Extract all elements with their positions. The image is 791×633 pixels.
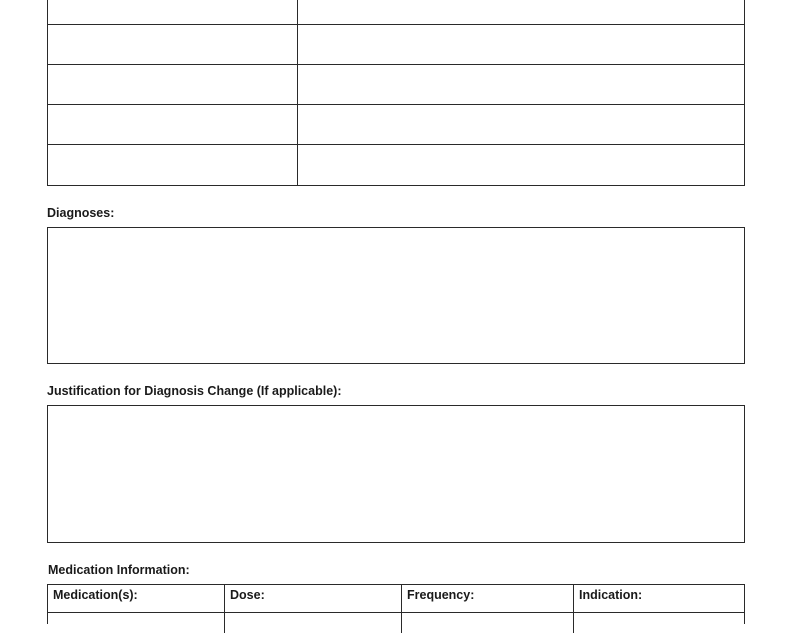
table-cell-right[interactable] <box>298 105 744 144</box>
table-cell-left[interactable] <box>48 145 298 185</box>
table-row <box>48 65 744 105</box>
table-cell-right[interactable] <box>298 0 744 24</box>
table-cell-right[interactable] <box>298 65 744 104</box>
medication-table <box>47 584 745 624</box>
table-cell-left[interactable] <box>48 65 298 104</box>
table-cell-left[interactable] <box>48 25 298 64</box>
diagnoses-textbox[interactable] <box>47 227 745 364</box>
table-cell-right[interactable] <box>298 25 744 64</box>
header-indication: Indication: <box>579 588 643 602</box>
header-frequency: Frequency: <box>402 585 574 612</box>
top-info-table <box>47 0 745 186</box>
table-cell-left[interactable] <box>48 105 298 144</box>
medication-row[interactable] <box>48 613 744 633</box>
justification-label: Justification for Diagnosis Change (If applicable): <box>47 384 342 398</box>
table-row <box>48 25 744 65</box>
table-row <box>48 105 744 145</box>
table-row <box>48 145 744 185</box>
table-cell-left[interactable] <box>48 0 298 24</box>
diagnoses-label: Diagnoses: <box>47 206 115 220</box>
medication-label: Medication Information: <box>48 563 190 577</box>
table-row <box>48 0 744 25</box>
table-cell-right[interactable] <box>298 145 744 185</box>
justification-textbox[interactable] <box>47 405 745 543</box>
header-dose: Dose: <box>225 585 402 612</box>
medication-header-row <box>48 585 744 613</box>
header-medications: Medication(s): <box>48 585 225 612</box>
